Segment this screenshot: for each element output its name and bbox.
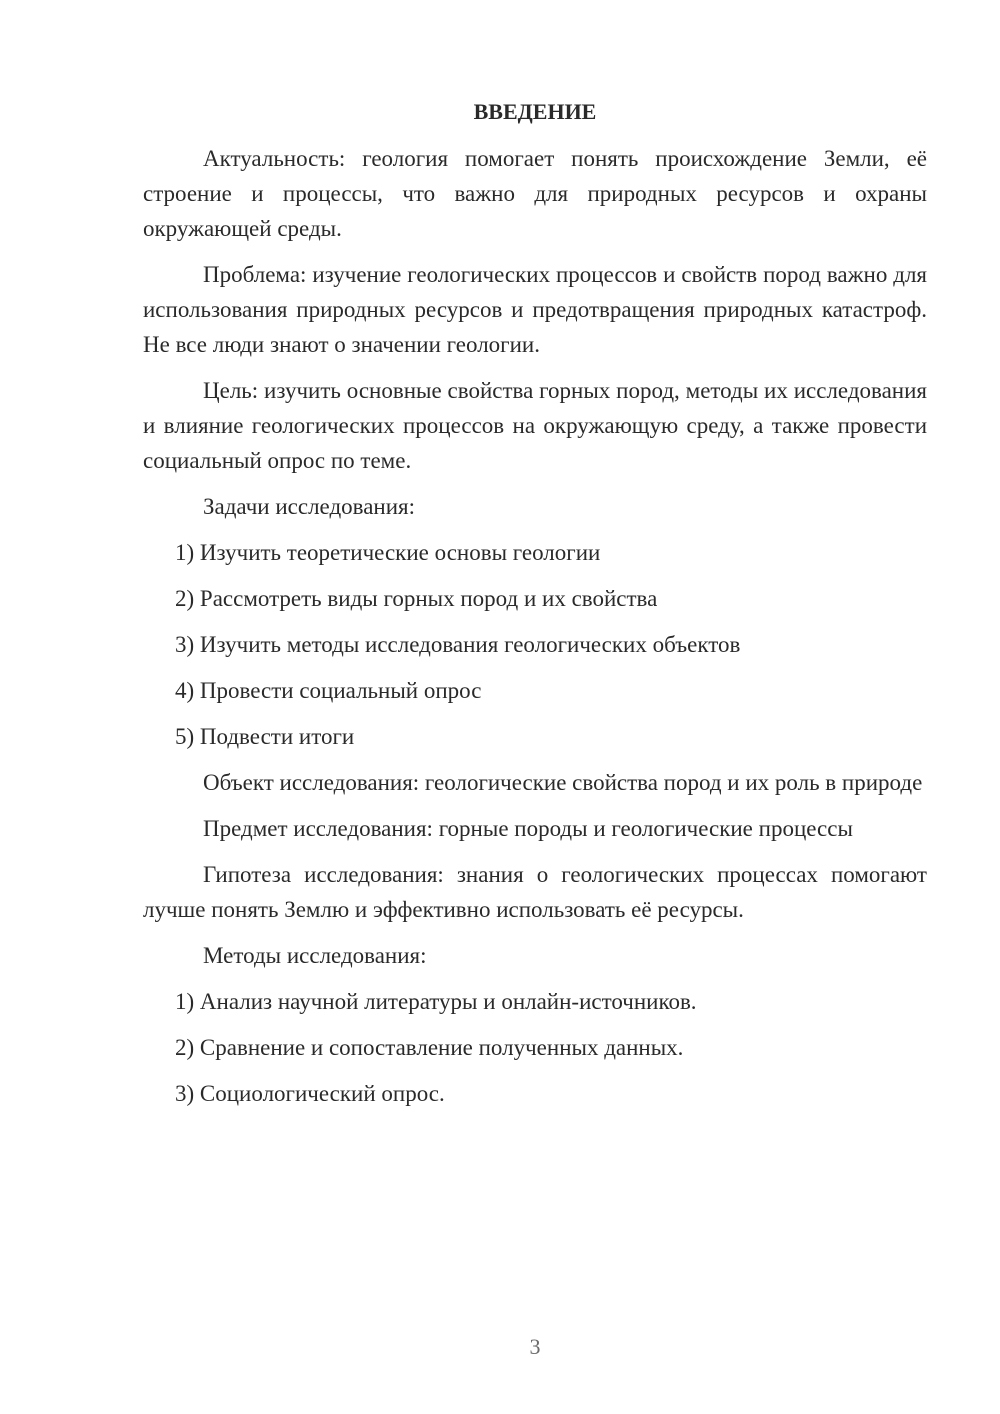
methods-heading: Методы исследования: (203, 943, 427, 968)
page-title: ВВЕДЕНИЕ (473, 99, 597, 124)
task-item: 5) Подвести итоги (175, 724, 355, 749)
tasks-list (143, 535, 927, 754)
method-item: 2) Сравнение и сопоставление полученных данных. (175, 1035, 684, 1060)
document-page (143, 95, 927, 1122)
methods-list (143, 984, 927, 1111)
task-item: 2) Рассмотреть виды горных пород и их свойства (175, 586, 658, 611)
relevance-paragraph: Актуальность: геология помогает понять происхождение Земли, её строение и процессы, что важно для природных ресурсов и охраны окружающей среды. (143, 146, 927, 241)
hypothesis-paragraph: Гипотеза исследования: знания о геологических процессах помогают лучше понять Землю и эффективно использовать её ресурсы. (143, 862, 927, 922)
tasks-heading: Задачи исследования: (203, 494, 416, 519)
subject-paragraph: Предмет исследования: горные породы и геологические процессы (203, 816, 853, 841)
task-item: 4) Провести социальный опрос (175, 678, 482, 703)
page-number: 3 (529, 1334, 541, 1359)
task-item: 1) Изучить теоретические основы геологии (175, 540, 601, 565)
object-paragraph: Объект исследования: геологические свойства пород и их роль в природе (203, 770, 923, 795)
method-item: 1) Анализ научной литературы и онлайн-источников. (175, 989, 697, 1014)
goal-paragraph: Цель: изучить основные свойства горных пород, методы их исследования и влияние геологических процессов на окружающую среду, а также провести социальный опрос по теме. (143, 378, 927, 473)
task-item: 3) Изучить методы исследования геологических объектов (175, 632, 741, 657)
method-item: 3) Социологический опрос. (175, 1081, 445, 1106)
problem-paragraph: Проблема: изучение геологических процессов и свойств пород важно для использования природных ресурсов и предотвращения природных катастроф. Не все люди знают о значении геологии. (143, 262, 927, 357)
